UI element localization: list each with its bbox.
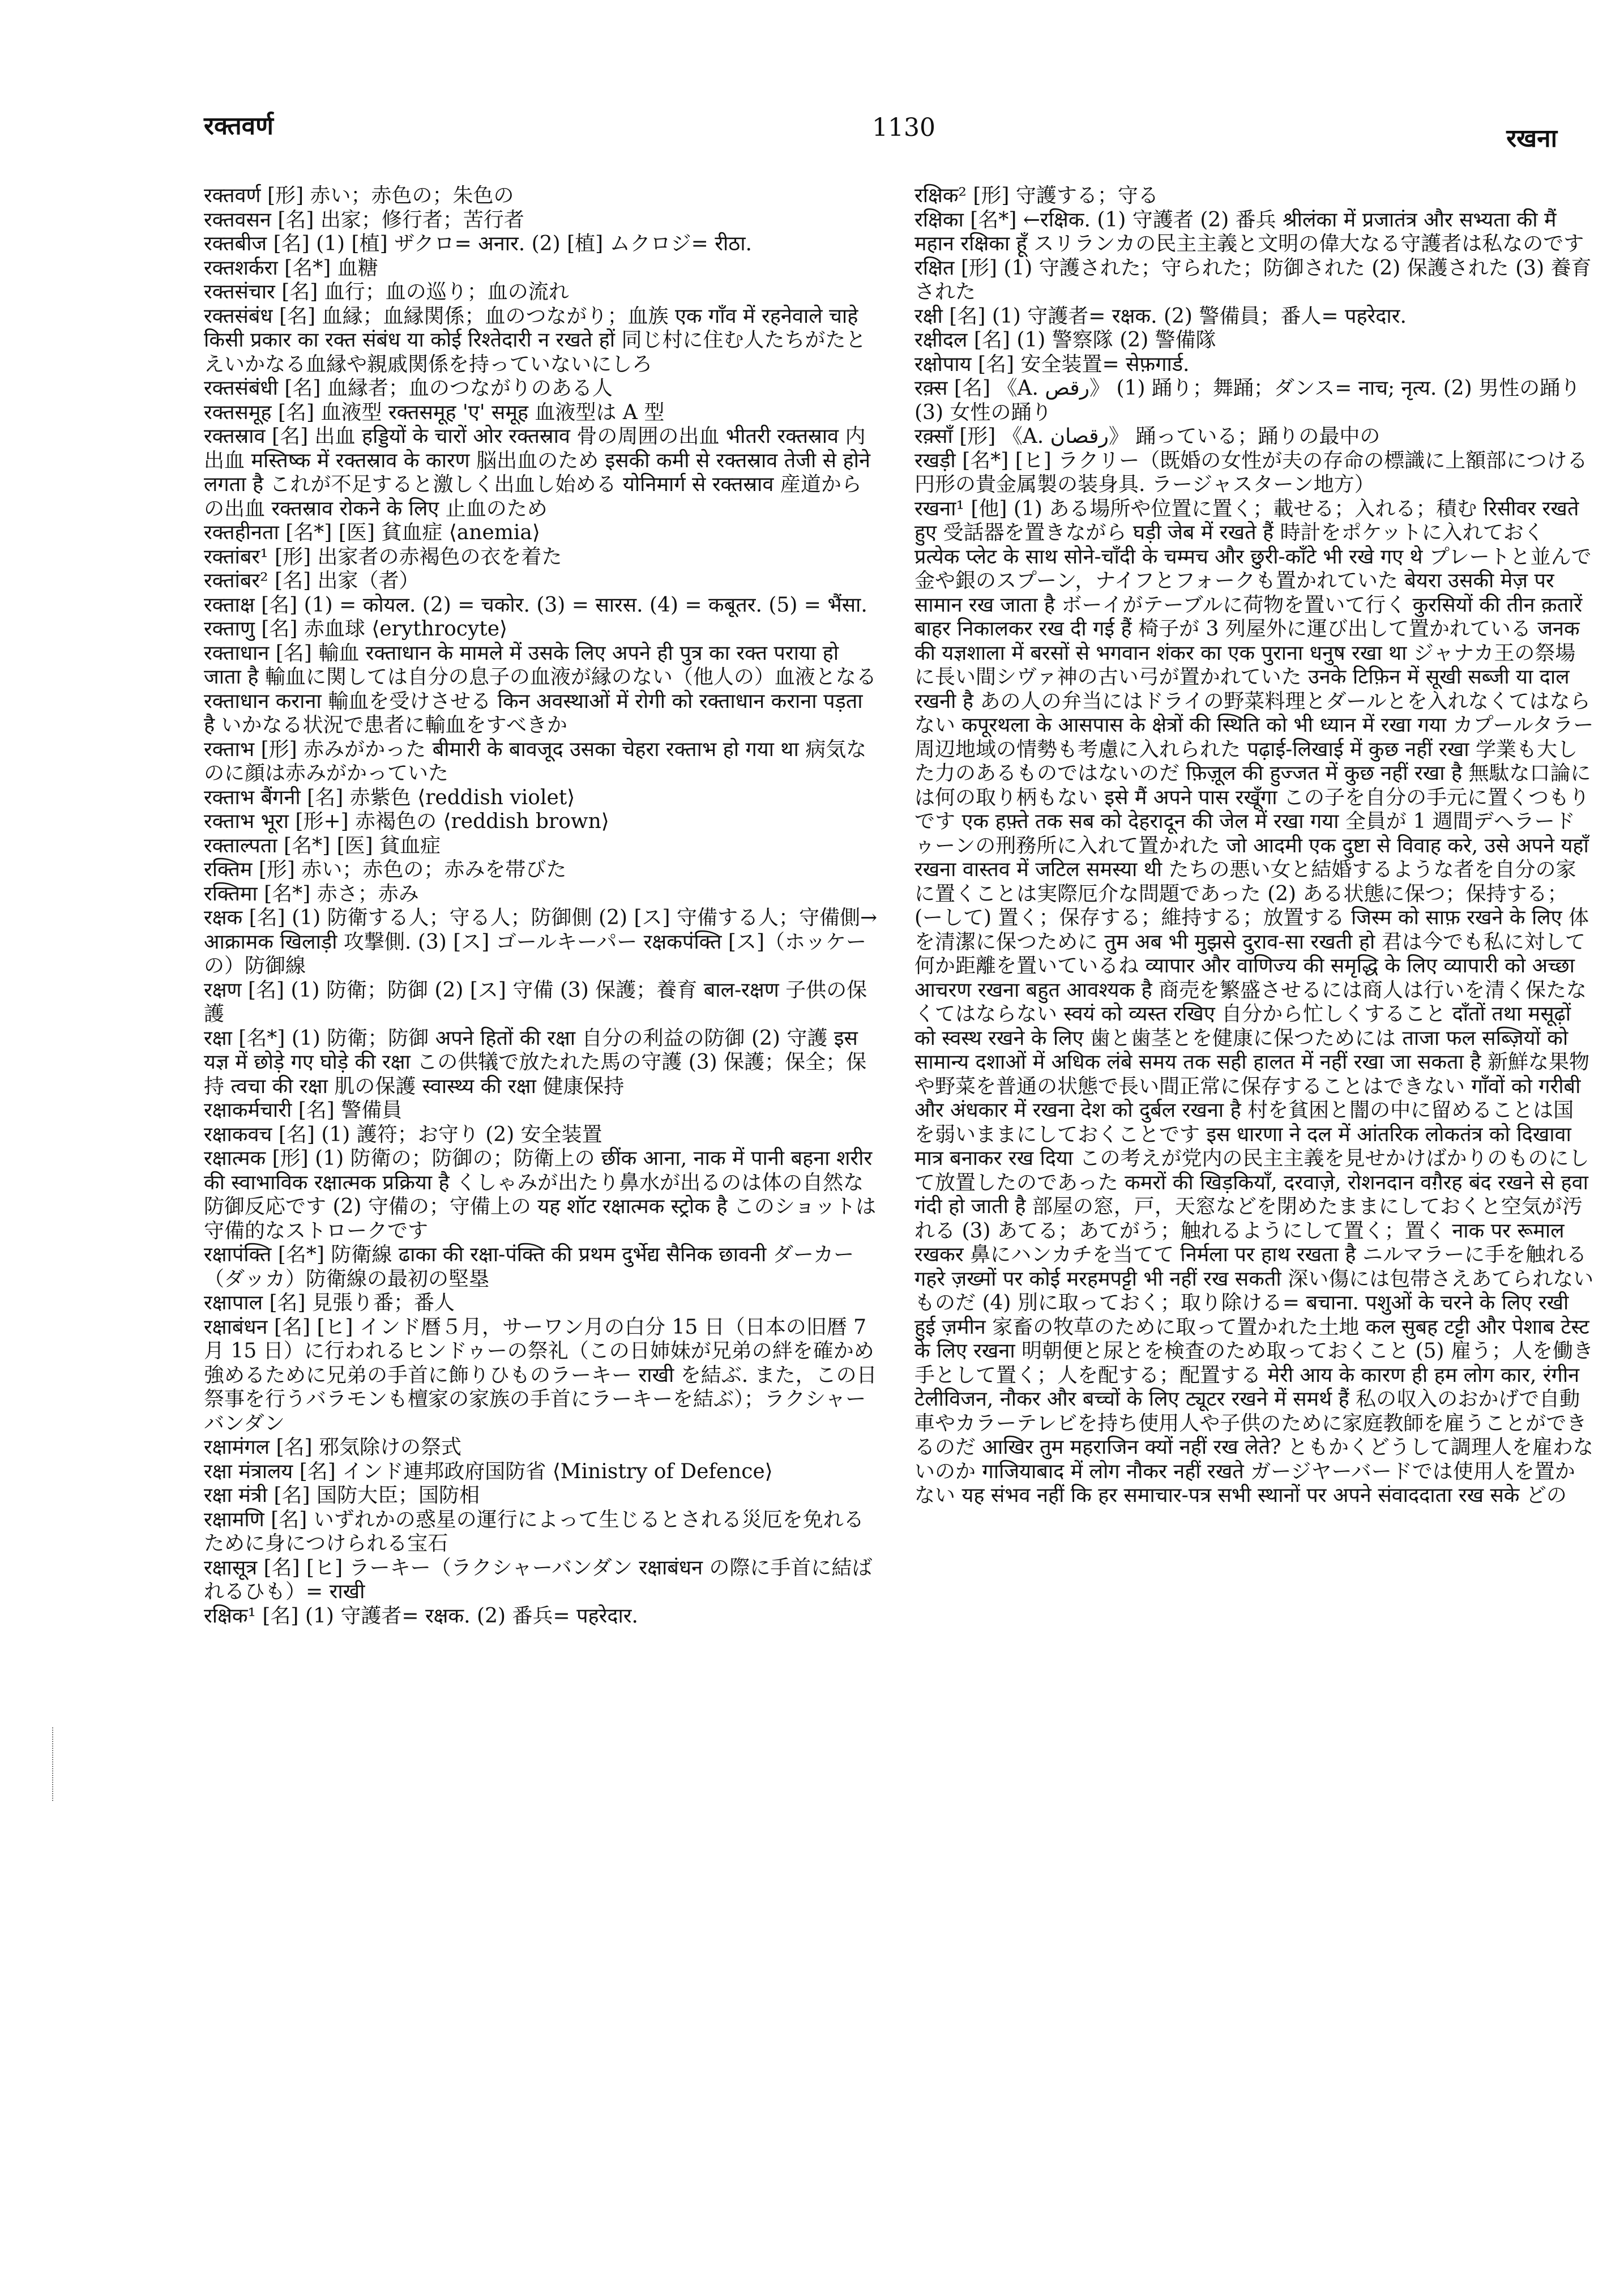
dictionary-entry: रक्षीदल [名] (1) 警察隊 (2) 警備隊	[914, 328, 1216, 352]
dictionary-entry: रक्तिम [形] 赤い；赤色の；赤みを帯びた	[204, 858, 567, 881]
dictionary-entry: रक्तहीनता [名*] [医] 貧血症 ⟨anemia⟩	[204, 521, 540, 544]
dictionary-entry: रक्ताणु [名] 赤血球 ⟨erythrocyte⟩	[204, 617, 508, 641]
dictionary-entry: रक्षाकवच [名] (1) 護符；お守り (2) 安全装置	[204, 1122, 602, 1146]
dictionary-entry: रक्षाबंधन [名] [ヒ] インド暦５月，サーワン月の白分 15 日（日本の旧暦 7 月 15 日）に行われるヒンドゥーの祭礼（この日姉妹が兄弟の絆を確かめ強めるために兄弟の手首に飾りひものラーキー राखी を結ぶ. また，この日祭事を行うバラモンも檀家の家族の手首にラーキーを結ぶ）；ラクシャーバンダン	[204, 1315, 877, 1435]
dictionary-entry: रक्षण [名] (1) 防衛；防御 (2) [ス] 守備 (3) 保護；養育 बाल-रक्षण 子供の保護	[204, 978, 867, 1026]
dictionary-entry: रक्षासूत्र [名] [ヒ] ラーキー（ラクシャーバンダン रक्षाबंधन の際に手首に結ばれるひも）= राखी	[204, 1556, 873, 1603]
dictionary-entry: रक्तसंबंधी [名] 血縁者；血のつながりのある人	[204, 377, 613, 400]
dictionary-entry: रक्तसमूह [名] 血液型 रक्तसमूह 'ए' समूह 血液型は A 型	[204, 400, 665, 424]
dictionary-entry: रक्ताभ भूरा [形+] 赤褐色の ⟨reddish brown⟩	[204, 810, 609, 833]
dictionary-entry: रक्तवर्ण [形] 赤い；赤色の；朱色の	[204, 184, 514, 207]
dictionary-entry: रक्तबीज [名] (1) [植] ザクロ= अनार. (2) [植] ムクロジ= रीठा.	[204, 232, 752, 255]
dictionary-entry: रक्षापंक्ति [名*] 防衛線 ढाका की रक्षा-पंक्ति की प्रथम दुर्भेद्य सैनिक छावनी ダーカー（ダッカ）防衛線の最初の堅塁	[204, 1243, 854, 1291]
dictionary-entry: रक्षी [名] (1) 守護者= रक्षक. (2) 警備員；番人= पहरेदार.	[914, 304, 1407, 328]
dictionary-entry: रक्ताक्ष [名] (1) = कोयल. (2) = चकोर. (3) = सारस. (4) = कबूतर. (5) = भैंसा.	[204, 593, 867, 617]
left-column	[204, 184, 878, 1628]
dictionary-entry: रक्तिमा [名*] 赤さ；赤み	[204, 882, 419, 906]
dictionary-entry: रक्षामंगल [名] 邪気除けの祭式	[204, 1436, 462, 1459]
dictionary-entry: रक्ताभ [形] 赤みがかった बीमारी के बावजूद उसका चेहरा रक्ताभ हो गया था 病気なのに顔は赤みがかっていた	[204, 737, 867, 785]
page-header	[204, 108, 1619, 159]
dictionary-entry: रक्तसंचार [名] 血行；血の巡り；血の流れ	[204, 280, 569, 304]
dictionary-entry: रक्षा मंत्रालय [名] インド連邦政府国防省 ⟨Ministry of Defence⟩	[204, 1459, 773, 1483]
left-guide-word: रक्तवर्ण	[204, 112, 273, 140]
dictionary-entry: रखना¹ [他] (1) ある場所や位置に置く；載せる；入れる；積む रिसीवर रखते हुए 受話器を置きながら घड़ी जेब में रखते हैं 時計をポケットに入れておく प्रत्येक प्लेट के साथ सोने-चाँदी के चम्मच और छुरी-काँटे भी रखे गए थे プレートと並んで金や銀のスプーン，ナイフとフォークも置かれていた बेयरा उसकी मेज़ पर सामान रख जाता है ボーイがテーブルに荷物を置いて行く कुरसियों की तीन क़तारें बाहर निकालकर रख दी गई हैं 椅子が 3 列屋外に運び出して置かれている जनक की यज्ञशाला में बरसों से भगवान शंकर का एक पुराना धनुष रखा था ジャナカ王の祭場に長い間シヴァ神の古い弓が置かれていた उनके टिफ़िन में सूखी सब्जी या दाल रखनी है あの人の弁当にはドライの野菜料理とダールとを入れなくてはならない कपूरथला के आसपास के क्षेत्रों की स्थिति को भी ध्यान में रखा गया カプールタラー周辺地域の情勢も考慮に入れられた पढ़ाई-लिखाई में कुछ नहीं रखा 学業も大した力のあるものではないのだ फ़िज़ूल की हुज्जत में कुछ नहीं रखा है 無駄な口論には何の取り柄もない इसे मैं अपने पास रखूँगा この子を自分の手元に置くつもりです एक हफ़्ते तक सब को देहरादून की जेल में रखा गया 全員が 1 週間デヘラードゥーンの刑務所に入れて置かれた जो आदमी एक दुष्टा से विवाह करे, उसे अपने यहाँ रखना वास्तव में जटिल समस्या थी たちの悪い女と結婚するような者を自分の家に置くことは実際厄介な問題であった (2) ある状態に保つ；保持する；(ーして) 置く；保存する；維持する；放置する जिस्म को साफ़ रखने के लिए 体を清潔に保つために तुम अब भी मुझसे दुराव-सा रखती हो 君は今でも私に対して何か距離を置いているね व्यापार और वाणिज्य की समृद्धि के लिए व्यापारी को अच्छा आचरण रखना बहुत आवश्यक है 商売を繁盛させるには商人は行いを清く保たなくてはならない स्वयं को व्यस्त रखिए 自分から忙しくすること दाँतों तथा मसूढ़ों को स्वस्थ रखने के लिए 歯と歯茎とを健康に保つためには ताजा फल सब्ज़ियों को सामान्य दशाओं में अधिक लंबे समय तक सही हालत में नहीं रखा जा सकता है 新鮮な果物や野菜を普通の状態で長い間正常に保存することはできない गाँवों को गरीबी और अंधकार में रखना देश को दुर्बल रखना है 村を貧困と闇の中に留めることは国を弱いままにしておくことです इस धारणा ने दल में आंतरिक लोकतंत्र को दिखावा मात्र बनाकर रख दिया この考えが党内の民主主義を見せかけばかりのものにして放置したのであった कमरों की खिड़कियाँ, दरवाज़े, रोशनदान वग़ैरह बंद रखने से हवा गंदी हो जाती है 部屋の窓，戸，天窓などを閉めたままにしておくと空気が汚れる (3) あてる；あてがう；触れるようにして置く；置く नाक पर रूमाल रखकर 鼻にハンカチを当てて निर्मला पर हाथ रखता है ニルマラーに手を触れる गहरे ज़ख्मों पर कोई मरहमपट्टी भी नहीं रख सकती 深い傷には包帯さえあてられないものだ (4) 別に取っておく；取り除ける= बचाना. पशुओं के चरने के लिए रखी हुई ज़मीन 家畜の牧草のために取って置かれた土地 कल सुबह टट्टी और पेशाब टेस्ट के लिए रखना 明朝便と尿とを検査のため取っておくこと (5) 雇う；人を働き手として置く；人を配する；配置する मेरी आय के कारण ही हम लोग कार, रंगीन टेलीविजन, नौकर और बच्चों के लिए ट्यूटर रखने में समर्थ हैं 私の収入のおかげで自動車やカラーテレビを持ち使用人や子供のために家庭教師を雇うことができるのだ आखिर तुम महराजिन क्यों नहीं रख लेते? ともかくどうして調理人を雇わないのか गाजियाबाद में लोग नौकर नहीं रखते ガージヤーバードでは使用人を置かない यह संभव नहीं कि हर समाचार-पत्र सभी स्थानों पर अपने संवाददाता रख सके どの	[914, 497, 1594, 1507]
dictionary-entry: रक्षिक² [形] 守護する；守る	[914, 184, 1159, 207]
dictionary-entry: रक्तसंबंध [名] 血縁；血縁関係；血のつながり；血族 एक गाँव में रहनेवाले चाहे किसी प्रकार का रक्त संबंध या कोई रिश्तेदारी न रखते हों 同じ村に住む人たちがたとえいかなる血縁や親戚関係を持っていないにしろ	[204, 304, 866, 376]
dictionary-entry: रक्तस्राव [名] 出血 हड्डियों के चारों ओर रक्तस्राव 骨の周囲の出血 भीतरी रक्तस्राव 内出血 मस्तिष्क में रक्तस्राव के कारण 脳出血のため इसकी कमी से रक्तस्राव तेजी से होने लगता है これが不足すると激しく出血し始める योनिमार्ग से रक्तस्राव 産道からの出血 रक्तस्राव रोकने के लिए 止血のため	[204, 425, 870, 520]
dictionary-entry: रक्षा मंत्री [名] 国防大臣；国防相	[204, 1484, 480, 1507]
dictionary-entry: रक्षोपाय [名] 安全装置= सेफ़गार्ड.	[914, 352, 1190, 376]
dictionary-entry: रक़्स [名] 《A. رقص》 (1) 踊り；舞踊；ダンス= नाच; नृत्य. (2) 男性の踊り (3) 女性の踊り	[914, 377, 1581, 424]
dictionary-entry: रक्ताधान [名] 輸血 रक्ताधान के मामले में उसके लिए अपने ही पुत्र का रक्त पराया हो जाता है 輸血に関しては自分の息子の血液が縁のない（他人の）血液となる रक्ताधान कराना 輸血を受けさせる किन अवस्थाओं में रोगी को रक्ताधान कराना पड़ता है いかなる状況で患者に輸血をすべきか	[204, 641, 877, 737]
dictionary-entry: रक्षात्मक [形] (1) 防衛の；防御の；防衛上の छींक आना, नाक में पानी बहना शरीर की स्वाभाविक रक्षात्मक प्रक्रिया है くしゃみが出たり鼻水が出るのは体の自然な防御反応です (2) 守備の；守備上の यह शॉट रक्षात्मक स्ट्रोक है このショットは守備的なストロークです	[204, 1147, 877, 1243]
dictionary-entry: रक्ताल्पता [名*] [医] 貧血症	[204, 834, 441, 857]
right-column	[914, 184, 1594, 1508]
dictionary-entry: रक्तांबर² [名] 出家（者）	[204, 569, 420, 592]
margin-mark	[52, 1727, 55, 1801]
dictionary-entry: रक्तवसन [名] 出家；修行者；苦行者	[204, 208, 524, 232]
dictionary-entry: रक्षाकर्मचारी [名] 警備員	[204, 1099, 403, 1122]
dictionary-entry: रक्षापाल [名] 見張り番；番人	[204, 1291, 455, 1314]
dictionary-entry: रक्षिका [名*] ←रक्षिक. (1) 守護者 (2) 番兵 श्रीलंका में प्रजातंत्र और सभ्यता की मैं महान रक्षिका हूँ スリランカの民主主義と文明の偉大なる守護者は私なのです	[914, 208, 1584, 255]
dictionary-entry: रक्षित [形] (1) 守護された；守られた；防御された (2) 保護された (3) 養育された	[914, 256, 1592, 304]
dictionary-entry: रखड़ी [名*] [ヒ] ラクリー（既婚の女性が夫の存命の標識に上額部につける円形の貴金属製の装身具. ラージャスターン地方）	[914, 449, 1588, 496]
page-number: 1130	[872, 113, 935, 142]
dictionary-entry: रक्तशर्करा [名*] 血糖	[204, 256, 378, 280]
right-guide-word: रखना	[1506, 124, 1557, 153]
dictionary-entry: रक्तांबर¹ [形] 出家者の赤褐色の衣を着た	[204, 545, 562, 569]
dictionary-entry: रक्षामणि [名] いずれかの惑星の運行によって生じるとされる災厄を免れるために身につけられる宝石	[204, 1508, 864, 1555]
dictionary-entry: रक्षिक¹ [名] (1) 守護者= रक्षक. (2) 番兵= पहरेदार.	[204, 1604, 638, 1628]
dictionary-entry: रक्षक [名] (1) 防衛する人；守る人；防御側 (2) [ス] 守備する人；守備側→ आक्रामक खिलाड़ी 攻撃側. (3) [ス] ゴールキーパー रक्षकपंक्ति [ス]（ホッケーの）防御線	[204, 906, 878, 978]
dictionary-entry: रक़्साँ [形] 《A. رقصان》 踊っている；踊りの最中の	[914, 425, 1381, 448]
dictionary-entry: रक्षा [名*] (1) 防衛；防御 अपने हितों की रक्षा 自分の利益の防御 (2) 守護 इस यज्ञ में छोड़े गए घोड़े की रक्षा この供犠で放たれた馬の守護 (3) 保護；保全；保持 त्वचा की रक्षा 肌の保護 स्वास्थ्य की रक्षा 健康保持	[204, 1026, 867, 1098]
dictionary-entry: रक्ताभ बैंगनी [名] 赤紫色 ⟨reddish violet⟩	[204, 786, 575, 809]
